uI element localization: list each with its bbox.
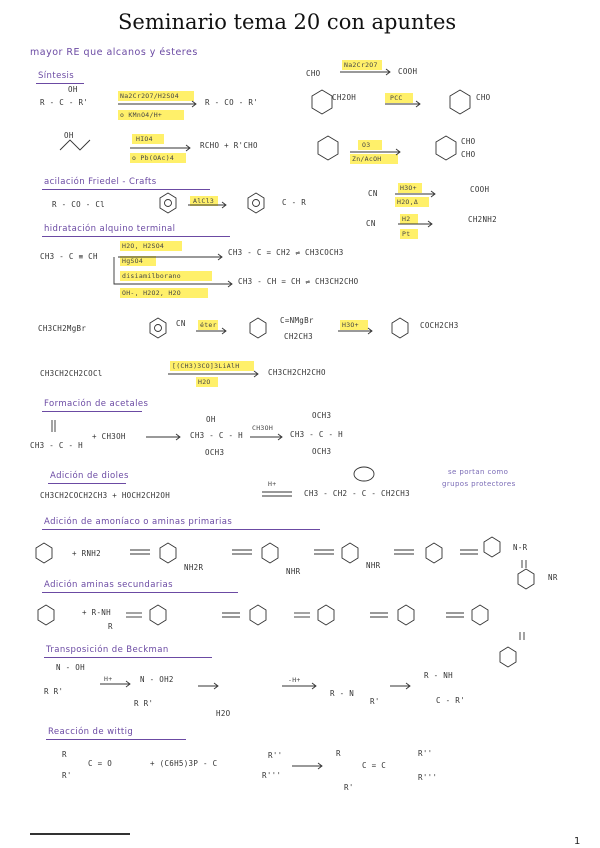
formula-amide: C - R' [436,696,465,705]
formula-alkene-r: R [336,749,341,758]
reagent-eter: éter [200,321,217,329]
reagent-disiamilborano: disiamilborano [122,272,181,280]
cyclohexane-ring [318,605,334,625]
section-beckman: Transposición de Beckman [46,645,169,655]
cyclohexane-ring [518,569,534,589]
cyclohexane-ring [426,543,442,563]
formula-benzonitrile-cn: CN [176,319,186,328]
formula-secondary-amine: + R-NH [82,608,111,617]
cyclohexene-ring [318,136,338,160]
formula-w-r1: R' [62,771,72,780]
cyclohexane-ring [342,543,358,563]
formula-acetaldehyde: CH3 - C - H [30,441,83,450]
formula-oxime: N - OH [56,663,85,672]
cyclohexane-ring [450,90,470,114]
reagent-pt: Pt [402,230,411,238]
formula-ch2oh: CH2OH [332,93,357,102]
formula-cooh: COOH [398,67,418,76]
cyclohexane-ring [398,605,414,625]
formula-amine: CH2NH2 [468,215,497,224]
cyclohexane-ring [150,605,166,625]
reagent-minus-h: -H+ [288,676,301,684]
formula-acid: COOH [470,185,490,194]
reagent-pboac: o Pb(OAc)4 [132,154,175,162]
section-sintesis: Síntesis [38,71,75,81]
formula-acetal: CH3 - C - H [290,430,343,439]
formula-w-carbonyl: C = O [88,759,113,768]
formula-aldehydes: RCHO + R'CHO [200,141,258,150]
formula-dial-1: CHO [461,137,476,146]
section-aminas-primarias: Adición de amoníaco o aminas primarias [44,517,233,527]
formula-alkene-r3: R''' [418,773,438,782]
page-number: 1 [574,836,581,847]
note-line-2: grupos protectores [442,480,516,488]
formula-aryl-ketone: C - R [282,198,307,207]
formula-cho-2: CHO [476,93,491,102]
formula-enol-2: CH3 - CH = CH ⇌ CH3CH2CHO [238,277,359,286]
formula-alkene: C = C [362,761,387,770]
formula-cn-2: CN [366,219,376,228]
formula-cn: CN [368,189,378,198]
formula-iminium: N-R [513,543,528,552]
formula-acetal-top: OCH3 [312,411,332,420]
aromatic-circle [155,325,162,332]
reagent-h3o-2: H3O+ [342,321,359,329]
formula-oh: OH [68,85,78,94]
formula-imine: NR [548,573,558,582]
cyclohexanone-ring [38,605,54,625]
reagent-kmno4: o KMnO4/H+ [120,111,163,119]
formula-nh2r: NH2R [184,563,204,572]
formula-nitrilium: R - N [330,689,355,698]
formula-water: H2O [216,709,231,718]
formula-protonated-oxime: N - OH2 [140,675,174,684]
dioxolane-ring [354,467,374,481]
cyclohexane-ring [262,543,278,563]
reagent-oh-h2o2: OH-, H2O2, H2O [122,289,181,297]
cyclohexane-ring [160,543,176,563]
reagent-alcl3: AlCl3 [193,197,215,205]
enamine-ring [500,647,516,667]
formula-ylide-r3: R''' [262,771,282,780]
cyclohexane-ring [484,537,500,557]
cyclohexane-ring [472,605,488,625]
reagent-ch3oh: CH3OH [252,424,274,432]
formula-oxime-r: R R' [44,687,64,696]
reagent-h2: H2 [402,215,411,223]
cyclohexane-ring [312,90,332,114]
aromatic-circle [253,200,260,207]
reagent-h2o: H2O [198,378,211,386]
note-line-1: se portan como [448,468,509,476]
formula-grignard: CH3CH2MgBr [38,324,87,333]
reagent-dichromate: Na2Cr2O7/H2SO4 [120,92,179,100]
reagent-h2o-heat: H2O,Δ [397,198,419,206]
formula-alcohol: R - C - R' [40,98,89,107]
section-acilacion: acilación Friedel - Crafts [44,177,157,187]
reagent-h3o: H3O+ [400,184,417,192]
formula-dioxolane: CH3 - CH2 - C - CH2CH3 [304,489,410,498]
formula-nitrilium-r: R' [370,697,380,706]
formula-nhr: NHR [286,567,301,576]
formula-butanal: CH3CH2CH2CHO [268,368,326,377]
formula-ylide: + (C6H5)3P - C [150,759,218,768]
diol-skeleton [60,140,90,150]
formula-propyne: CH3 - C ≡ CH [40,252,98,261]
reaction-arrow-branch [114,257,232,284]
formula-acetal-bottom: OCH3 [312,447,332,456]
benzene-ring [250,318,266,338]
formula-dial-2: CHO [461,150,476,159]
section-wittig: Reacción de wittig [48,727,134,737]
formula-ylide-r2: R'' [268,751,283,760]
aromatic-circle [165,200,172,207]
formula-pentanone-diol: CH3CH2COCH2CH3 + HOCH2CH2OH [40,491,171,500]
formula-methanol: + CH3OH [92,432,126,441]
formula-protonated-r: R R' [134,699,154,708]
formula-diol-oh: OH [64,131,74,140]
formula-nhr-2: NHR [366,561,381,570]
formula-amide-nh: R - NH [424,671,453,680]
cyclohexanone-ring [36,543,52,563]
reagent-o3: O3 [362,141,371,149]
reagent-pcc: PCC [390,94,403,102]
subtitle: mayor RE que alcanos y ésteres [30,47,198,58]
formula-acyl-chloride: R - CO - Cl [52,200,105,209]
formula-cho: CHO [306,69,321,78]
formula-secondary-r: R [108,622,113,631]
formula-hemiacetal: CH3 - C - H [190,431,243,440]
formula-imine-salt: C=NMgBr [280,316,314,325]
formula-alkene-r1: R' [344,783,354,792]
cyclohexane-ring [436,136,456,160]
formula-hemiacetal-oh: OH [206,415,216,424]
reagent-hio4: HIO4 [136,135,153,143]
reagent-h-beckman: H+ [104,675,113,683]
formula-propiophenone: COCH2CH3 [420,321,459,330]
formula-alkene-r2: R'' [418,749,433,758]
formula-butanoyl-chloride: CH3CH2CH2COCl [40,369,103,378]
reagent-zn: Zn/AcOH [352,155,382,163]
formula-hemiacetal-och3: OCH3 [205,448,225,457]
reagent-na2cr2o7: Na2Cr2O7 [344,61,378,69]
section-acetales: Formación de acetales [44,399,149,409]
benzene-ring [150,318,166,338]
reagent-lialh: [(CH3)3CO]3LiAlH [172,362,240,370]
section-dioles: Adición de dioles [50,471,129,481]
formula-ethyl: CH2CH3 [284,332,313,341]
benzene-ring [392,318,408,338]
benzene-ring [248,193,264,213]
benzene-ring [160,193,176,213]
formula-rnh2: + RNH2 [72,549,101,558]
section-aminas-secundarias: Adición aminas secundarias [44,580,173,590]
cyclohexane-ring [250,605,266,625]
reagent-h2so4: H2O, H2SO4 [122,242,165,250]
bottom-rule [30,833,130,835]
section-hidratacion: hidratación alquino terminal [44,224,176,234]
reagent-h: H+ [268,480,277,488]
formula-ketone: R - CO - R' [205,98,258,107]
formula-enol: CH3 - C = CH2 ⇌ CH3COCH3 [228,248,344,257]
formula-w-r: R [62,750,67,759]
page-title: Seminario tema 20 con apuntes [118,10,457,34]
reagent-hgso4: HgSO4 [122,257,144,265]
